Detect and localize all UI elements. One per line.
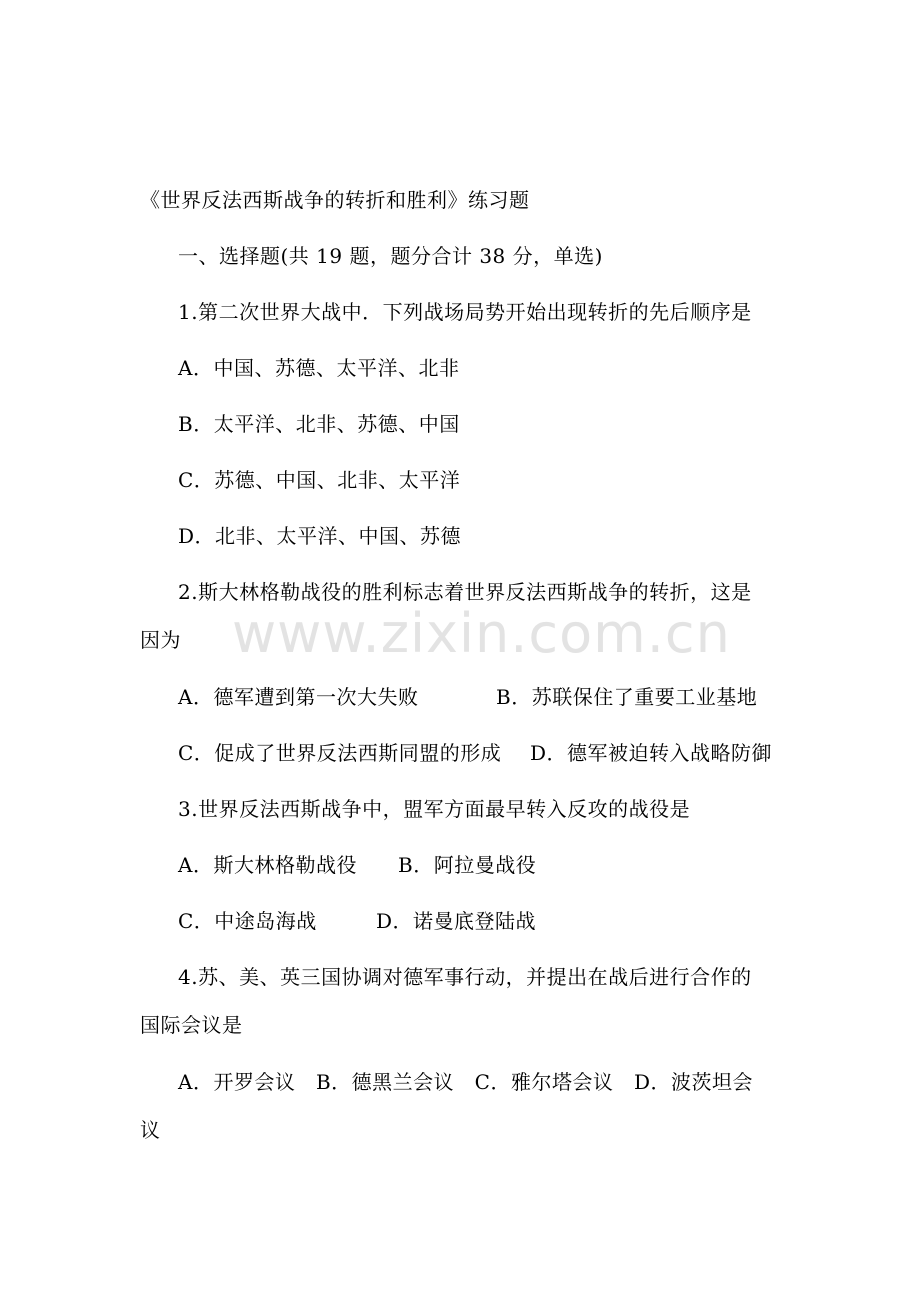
question-1-stem: 1.第二次世界大战中．下列战场局势开始出现转折的先后顺序是 (178, 300, 752, 324)
question-1-option-d: D．北非、太平洋、中国、苏德 (178, 524, 462, 548)
document-title: 《世界反法西斯战争的转折和胜利》练习题 (140, 188, 530, 212)
question-3-option-a: A．斯大林格勒战役 (178, 853, 357, 877)
question-2-stem-line-1: 2.斯大林格勒战役的胜利标志着世界反法西斯战争的转折，这是 (178, 580, 752, 604)
question-3-option-b: B．阿拉曼战役 (398, 853, 537, 877)
question-1-option-a: A．中国、苏德、太平洋、北非 (178, 356, 460, 380)
question-3-option-d: D．诺曼底登陆战 (376, 909, 537, 933)
section-heading: 一、选择题(共 19 题，题分合计 38 分，单选) (178, 244, 603, 268)
question-2-option-c: C．促成了世界反法西斯同盟的形成 (178, 741, 502, 765)
question-2-stem-line-2: 因为 (140, 628, 181, 652)
question-2-option-b: B．苏联保住了重要工业基地 (496, 685, 758, 709)
question-2-option-d: D．德军被迫转入战略防御 (530, 741, 773, 765)
question-4-stem-line-1: 4.苏、美、英三国协调对德军事行动，并提出在战后进行合作的 (178, 965, 752, 989)
question-3-stem: 3.世界反法西斯战争中，盟军方面最早转入反攻的战役是 (178, 797, 691, 821)
question-4-options-line-2: 议 (140, 1118, 161, 1142)
question-1-option-b: B．太平洋、北非、苏德、中国 (178, 412, 460, 436)
question-4-stem-line-2: 国际会议是 (140, 1013, 243, 1037)
question-1-option-c: C．苏德、中国、北非、太平洋 (178, 468, 461, 492)
question-2-option-a: A．德军遭到第一次大失败 (178, 685, 419, 709)
watermark: www.zixin.com.cn (232, 602, 731, 665)
question-3-option-c: C．中途岛海战 (178, 909, 317, 933)
question-4-options-line-1: A．开罗会议 B．德黑兰会议 C．雅尔塔会议 D．波茨坦会 (178, 1070, 753, 1094)
